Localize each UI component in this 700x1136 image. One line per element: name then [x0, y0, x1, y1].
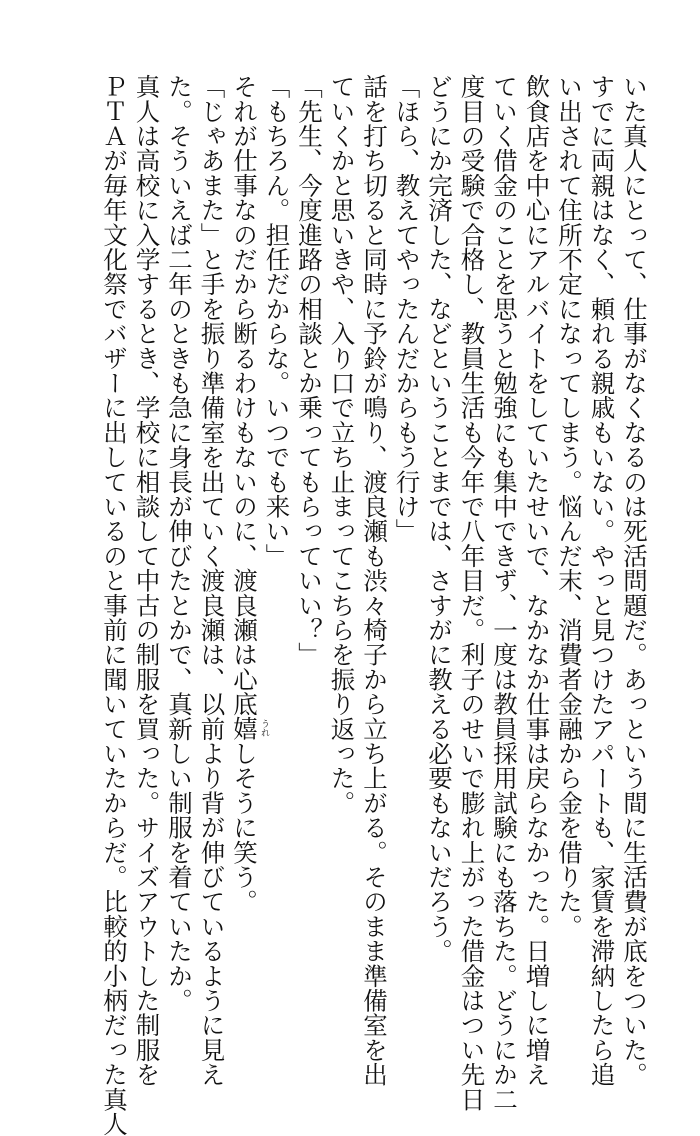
text-line-12: 「もちろん。担任だからな。いつでも来い」 [262, 74, 292, 568]
text-line-5: ていく借金のことを思うと勉強にも集中できず、一度は教員採用試験にも落ちた。どうにか二 [490, 74, 519, 1112]
text-line-2: すでに両親はなく、頼れる親戚もいない。やっと見つけたアパートも、家賃を滞納したら追 [587, 74, 617, 1087]
vertical-text-block [98, 74, 651, 1136]
text-line-13-head: それが仕事なのだから断るわけもないのに、渡良瀬は心底 [230, 74, 259, 717]
text-line-16: 真人は高校に入学するとき、学校に相談して中古の制服を買った。サイズアウトした制服を [132, 74, 162, 1087]
text-line-6: 度目の受験で合格し、教員生活も今年で八年目だ。利子のせいで膨れ上がった借金はつい先日 [457, 74, 487, 1112]
text-line-4: 飲食店を中心にアルバイトをしていたせいで、なかなか仕事は戻らなかった。日増しに増え [522, 74, 552, 1087]
furigana: うれ [259, 719, 269, 738]
text-line-11: 「先生、今度進路の相談とか乗ってもらっていい？」 [295, 74, 324, 667]
text-line-13 [228, 74, 269, 974]
text-line-3: い出されて住所不定になってしまう。悩んだ末、消費者金融から金を借りた。 [555, 74, 584, 939]
text-line-13-tail: しそうに笑う。 [230, 740, 259, 914]
text-line-9: 話を打ち切ると同時に予鈴が鳴り、渡良瀬も渋々椅子から立ち上がる。そのまま準備室を出 [360, 74, 389, 1087]
ruby-base: 嬉 [230, 716, 259, 741]
ruby-word [230, 716, 269, 741]
text-line-10: ていくかと思いきや、入り口で立ち止まってこちらを振り返った。 [327, 74, 357, 815]
text-line-17: ＰＴＡが毎年文化祭でバザーに出しているのと事前に聞いていたからだ。比較的小柄だった真人 [100, 74, 129, 1136]
text-line-8: 「ほら、教えてやったんだからもう行け」 [392, 74, 422, 544]
text-line-15: た。そういえば二年のときも急に身長が伸びたとかで、真新しい制服を着ていたか。 [165, 74, 194, 1013]
text-line-7: どうにか完済した、などということまでは、さすがに教える必要もないだろう。 [425, 74, 454, 964]
text-line-1: いた真人にとって、仕事がなくなるのは死活問題だ。あっという間に生活費が底をついた。 [620, 74, 649, 1087]
text-line-14: 「じゃあまた」と手を振り準備室を出ていく渡良瀬は、以前より背が伸びているように見え [197, 74, 227, 1087]
